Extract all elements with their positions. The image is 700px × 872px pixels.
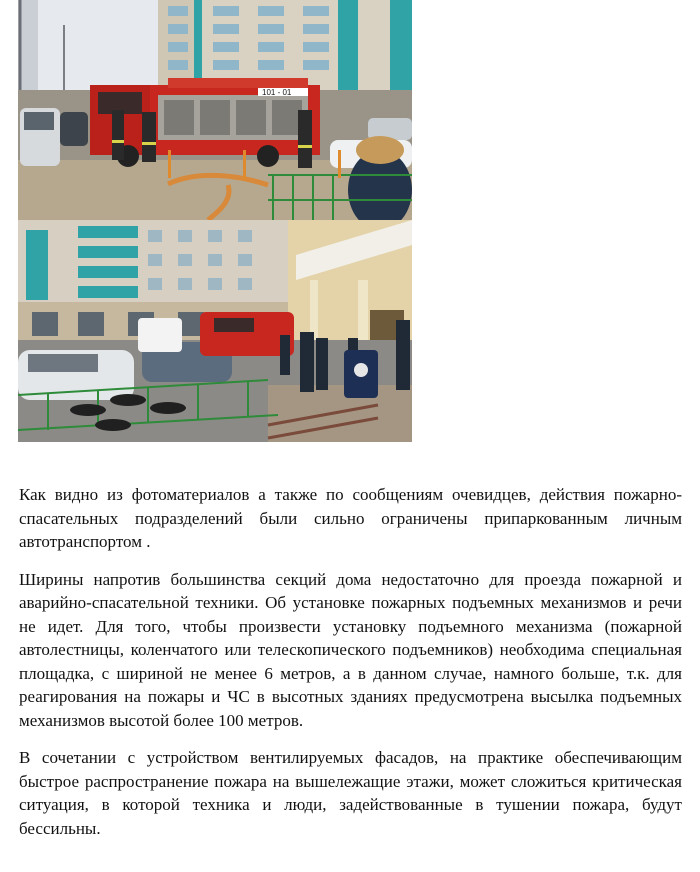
paragraph-1: Как видно из фотоматериалов а также по сообщениям очевидцев, действия пожарно-спасательных подразделений были сильно ограничены припаркованным личным автотранспортом .	[19, 485, 682, 551]
photo-fire-truck	[18, 0, 412, 220]
photo-column	[18, 0, 412, 442]
paragraph-3: В сочетании с устройством вентилируемых фасадов, на практике обеспечивающим быстрое распространение пожара на вышележащие этажи, может сложиться критическая ситуация, в которой техника и люди, задействованные в тушении пожара, будут бессильны.	[19, 748, 682, 838]
paragraph-2: Ширины напротив большинства секций дома недостаточно для проезда пожарной и аварийно-спасательной техники. Об установке пожарных подъемных механизмов и речи не идет. Для того, чтобы произвести установку подъемного механизма (пожарной автолестницы, коленчатого или телескопического подъемников) необходима специальная площадка, с шириной не менее 6 метров, а в данном случае, намного больше, т.к. для реагирования на пожары и ЧС в высотных зданиях предусмотрена высылка подъемных механизмов высотой более 100 метров.	[19, 569, 682, 730]
photo-building-entrance	[18, 220, 412, 442]
truck-number: 101 - 01	[262, 88, 292, 97]
article-text	[19, 483, 682, 854]
